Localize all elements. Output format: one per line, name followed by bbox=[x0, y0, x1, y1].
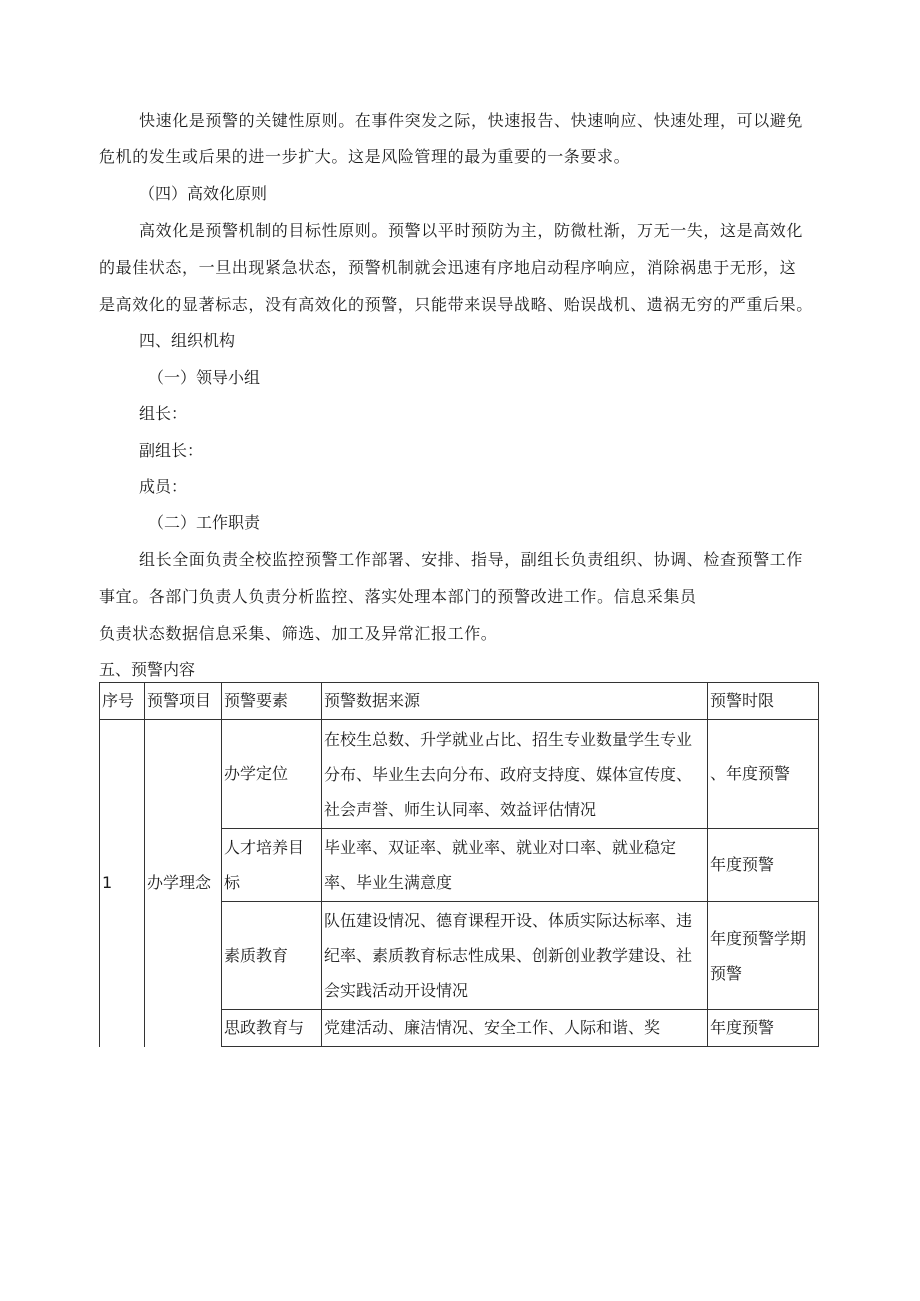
cell-limit: 、年度预警 bbox=[708, 720, 819, 829]
heading-work-duty: （二）工作职责 bbox=[148, 513, 261, 532]
cell-element: 素质教育 bbox=[222, 902, 322, 1010]
table-header-row bbox=[100, 683, 819, 720]
cell-item: 办学理念 bbox=[145, 720, 222, 1047]
cell-source: 在校生总数、升学就业占比、招生专业数量学生专业分布、毕业生去向分布、政府支持度、媒体宣传度、社会声誉、师生认同率、效益评估情况 bbox=[322, 720, 708, 829]
header-item: 预警项目 bbox=[145, 683, 222, 720]
table-row bbox=[100, 720, 819, 829]
paragraph-efficiency-line1: 高效化是预警机制的目标性原则。预警以平时预防为主，防微杜渐，万无一失，这是高效化 bbox=[139, 221, 804, 240]
heading-warning-content: 五、预警内容 bbox=[99, 660, 196, 679]
cell-element: 思政教育与 bbox=[222, 1010, 322, 1047]
warning-content-table bbox=[99, 682, 819, 1047]
label-members: 成员： bbox=[139, 477, 188, 496]
header-source: 预警数据来源 bbox=[322, 683, 708, 720]
header-no: 序号 bbox=[100, 683, 145, 720]
cell-element: 人才培养目标 bbox=[222, 829, 322, 902]
paragraph-speed-line1: 快速化是预警的关键性原则。在事件突发之际，快速报告、快速响应、快速处理，可以避免 bbox=[139, 111, 804, 130]
cell-source: 队伍建设情况、德育课程开设、体质实际达标率、违纪率、素质教育标志性成果、创新创业教学建设、社会实践活动开设情况 bbox=[322, 902, 708, 1010]
heading-efficiency-principle: （四）高效化原则 bbox=[139, 184, 268, 203]
cell-no: 1 bbox=[100, 720, 145, 1047]
cell-source: 党建活动、廉洁情况、安全工作、人际和谐、奖 bbox=[322, 1010, 708, 1047]
paragraph-duty-line1: 组长全面负责全校监控预警工作部署、安排、指导，副组长负责组织、协调、检查预警工作 bbox=[139, 550, 804, 569]
cell-limit: 年度预警学期预警 bbox=[708, 902, 819, 1010]
heading-leadership-group: （一）领导小组 bbox=[148, 368, 261, 387]
paragraph-duty-line2: 事宜。各部门负责人负责分析监控、落实处理本部门的预警改进工作。信息采集员 bbox=[99, 587, 697, 606]
header-element: 预警要素 bbox=[222, 683, 322, 720]
label-leader: 组长： bbox=[139, 404, 188, 423]
label-vice-leader: 副组长： bbox=[139, 441, 204, 460]
paragraph-speed-line2: 危机的发生或后果的进一步扩大。这是风险管理的最为重要的一条要求。 bbox=[99, 147, 631, 166]
paragraph-efficiency-line3: 是高效化的显著标志，没有高效化的预警，只能带来误导战略、贻误战机、遗祸无穷的严重后果。 bbox=[99, 295, 813, 314]
heading-organization: 四、组织机构 bbox=[139, 331, 236, 350]
header-limit: 预警时限 bbox=[708, 683, 819, 720]
cell-element: 办学定位 bbox=[222, 720, 322, 829]
cell-source: 毕业率、双证率、就业率、就业对口率、就业稳定率、毕业生满意度 bbox=[322, 829, 708, 902]
paragraph-duty-line3: 负责状态数据信息采集、筛选、加工及异常汇报工作。 bbox=[99, 624, 498, 643]
cell-limit: 年度预警 bbox=[708, 829, 819, 902]
paragraph-efficiency-line2: 的最佳状态，一旦出现紧急状态，预警机制就会迅速有序地启动程序响应，消除祸患于无形，这 bbox=[99, 258, 797, 277]
cell-limit: 年度预警 bbox=[708, 1010, 819, 1047]
